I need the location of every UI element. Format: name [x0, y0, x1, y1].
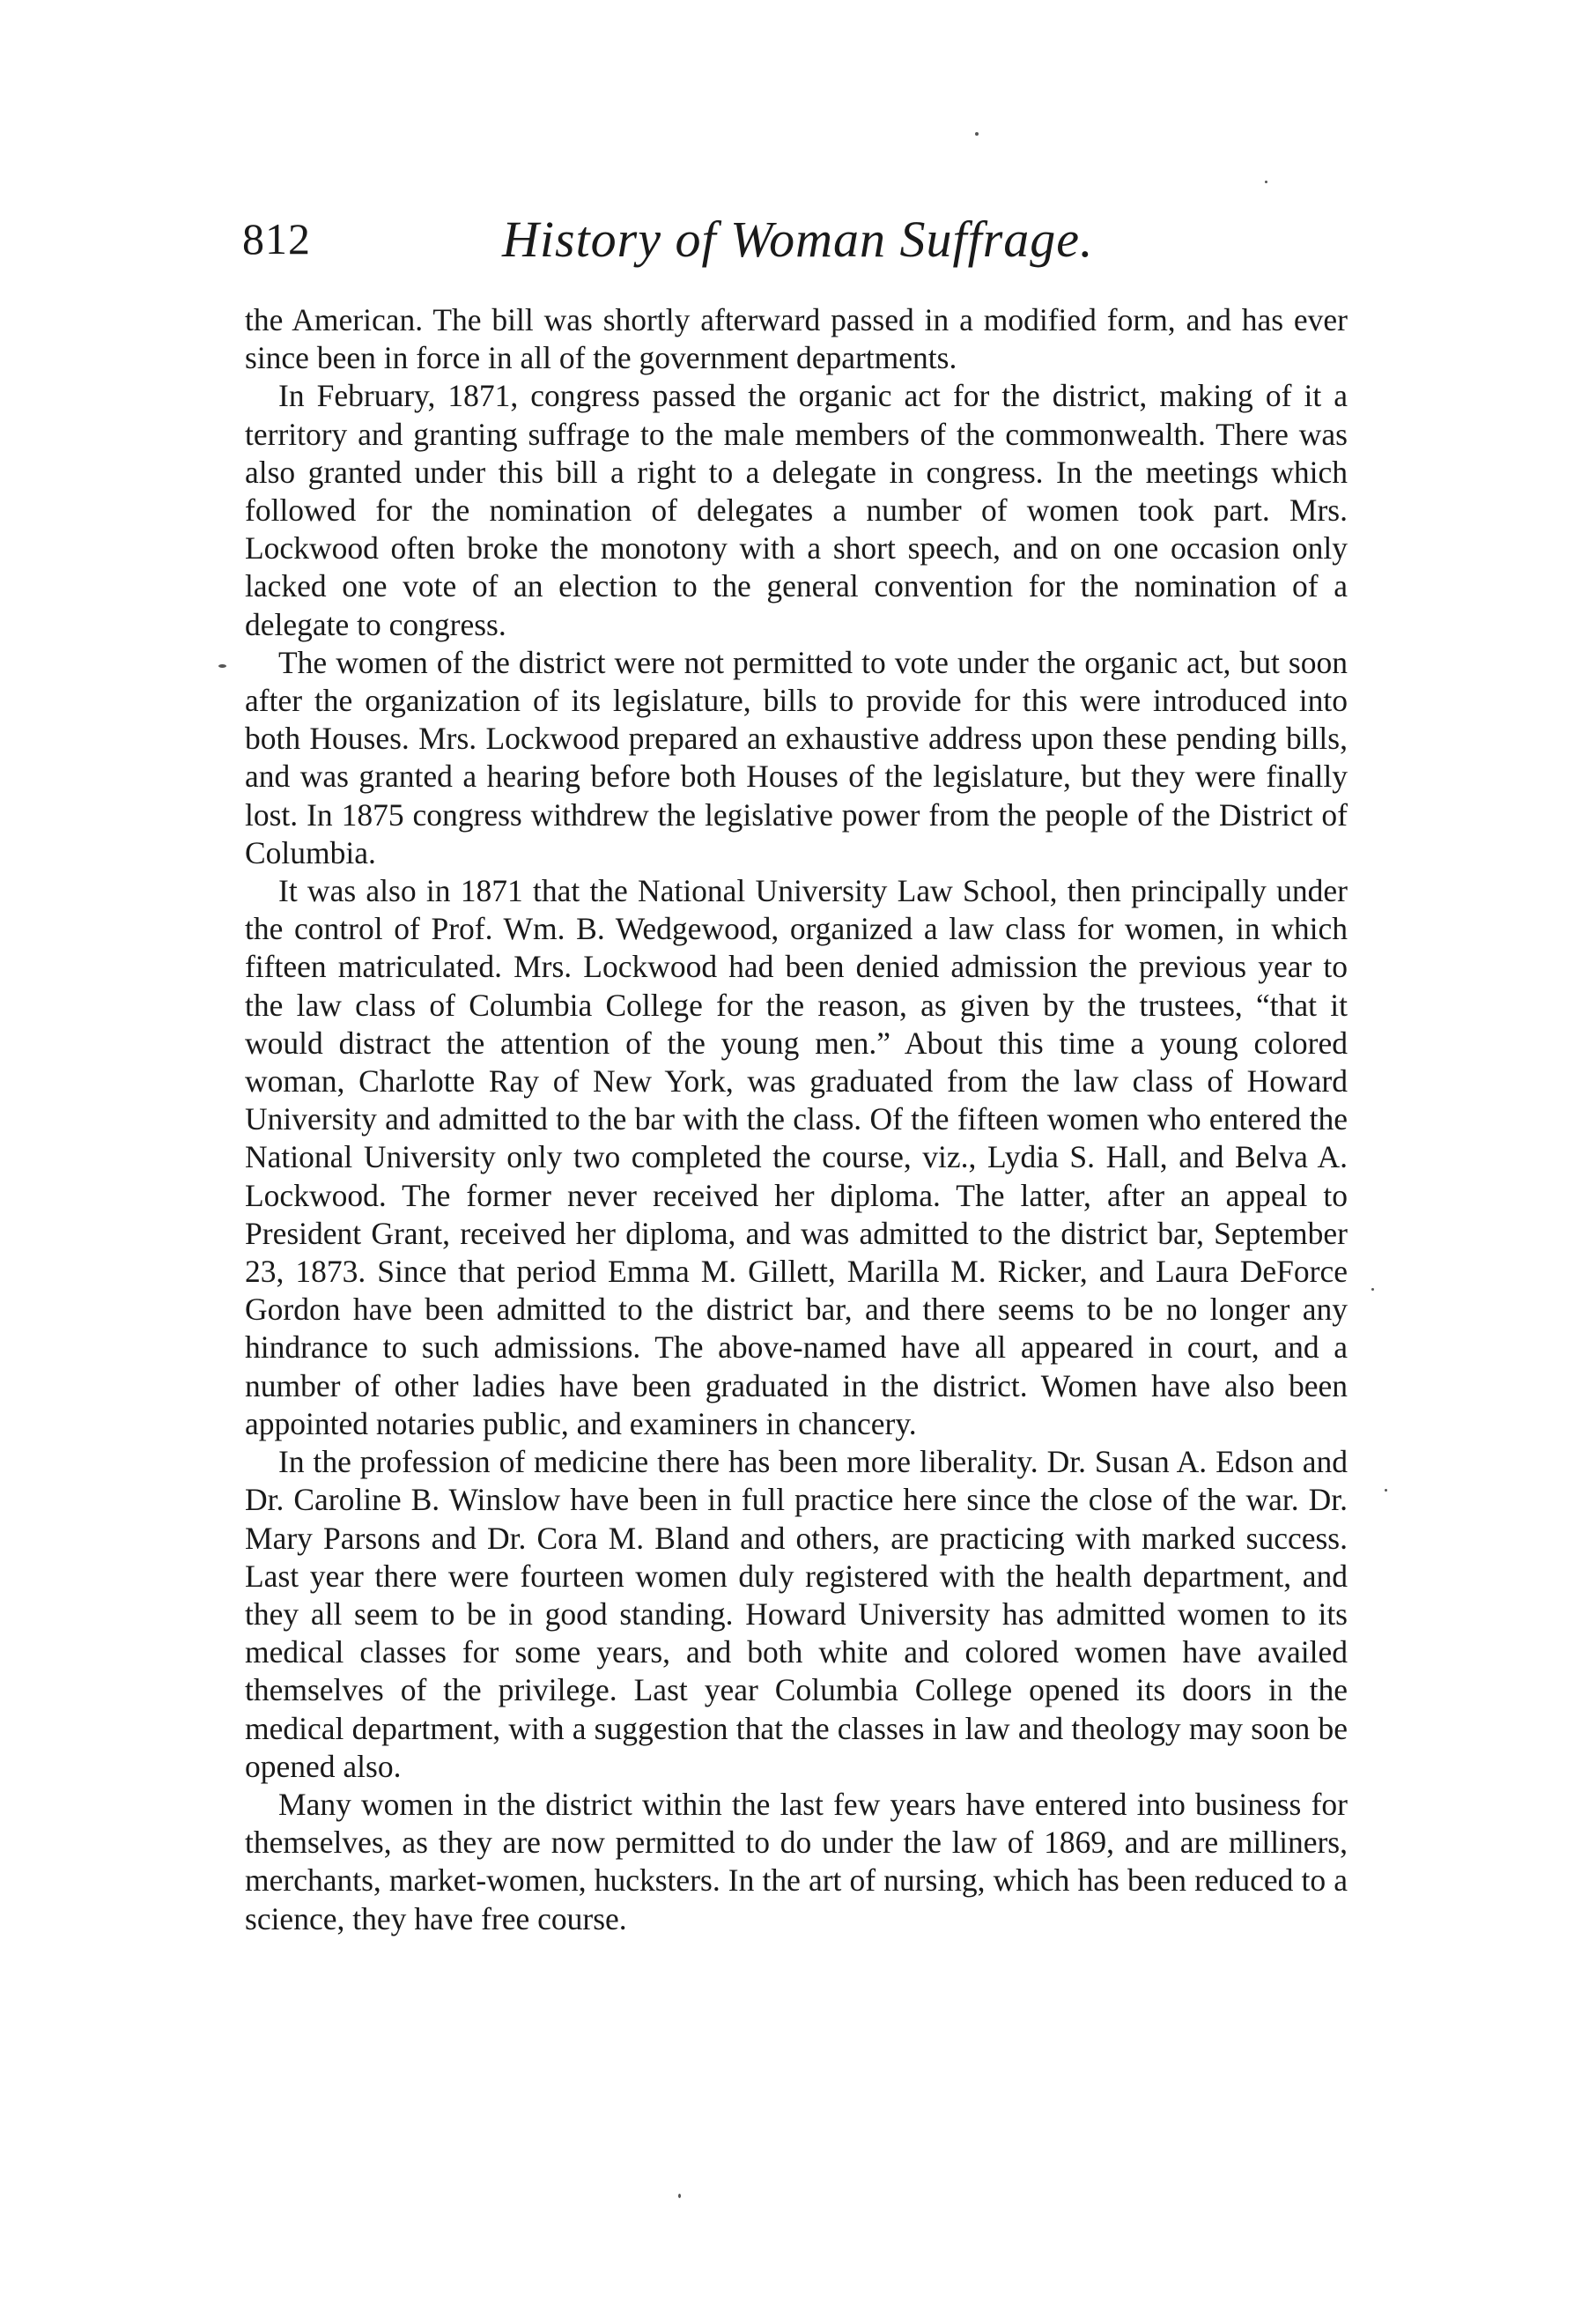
- paragraph-medicine: In the profession of medicine there has been more liberality. Dr. Susan A. Edson and Dr. Caroline B. Winslow have been in full practice here since the close of the war. Dr. Mary Parsons and Dr. Cora M. Bland and others, are practicing with marked success. Last year there were fourteen women duly registered with the health department, and they all seem to be in good standing. Howard University has admitted women to its medical classes for some years, and both white and colored women have availed themselves of the privilege. Last year Columbia College opened its doors in the medical department, with a suggestion that the classes in law and theology may soon be opened also.: [245, 1444, 1348, 1784]
- scan-speck: [678, 2194, 681, 2198]
- paragraph-legislature: The women of the district were not permitted to vote under the organic act, but soon after the organization of its legislature, bills to provide for this were introduced into both Houses. Mrs. Lockwood prepared an exhaustive address upon these pending bills, and was granted a hearing before both Houses of the legislature, but they were finally lost. In 1875 congress withdrew the legislative power from the people of the District of Columbia.: [245, 644, 1348, 870]
- body-text: [245, 301, 1348, 1938]
- running-header: [242, 201, 1352, 280]
- page-number: 812: [242, 214, 311, 263]
- paragraph-continuation: the American. The bill was shortly afterward passed in a modified form, and has ever since been in force in all of the government departments.: [245, 302, 1348, 376]
- paragraph-law-school: It was also in 1871 that the National University Law School, then principally under the control of Prof. Wm. B. Wedgewood, organized a law class for women, in which fifteen matriculated. Mrs. Lockwood had been denied admission the previous year to the law class of Columbia College for the reason, as given by the trustees, “that it would distract the attention of the young men.” About this time a young colored woman, Charlotte Ray of New York, was graduated from the law class of Howard University and admitted to the bar with the class. Of the fifteen women who entered the National University only two completed the course, viz., Lydia S. Hall, and Belva A. Lockwood. The former never received her diploma. The latter, after an appeal to President Grant, received her diploma, and was admitted to the district bar, September 23, 1873. Since that period Emma M. Gillett, Marilla M. Ricker, and Laura DeForce Gordon have been admitted to the district bar, and there seems to be no longer any hindrance to such admissions. The above-named have all appeared in court, and a number of other ladies have been graduated in the district. Women have also been appointed notaries public, and examiners in chancery.: [245, 873, 1348, 1441]
- scan-speck: [1371, 1288, 1374, 1291]
- paragraph-business: Many women in the district within the last few years have entered into business for themselves, as they are now permitted to do under the law of 1869, and are milliners, merchants, market-women, hucksters. In the art of nursing, which has been reduced to a science, they have free course.: [245, 1786, 1348, 1936]
- paragraph-organic-act: In February, 1871, congress passed the organic act for the district, making of it a territory and granting suffrage to the male members of the commonwealth. There was also granted under this bill a right to a delegate in congress. In the meetings which followed for the nomination of delegates a number of women took part. Mrs. Lockwood often broke the monotony with a short speech, and on one occasion only lacked one vote of an election to the general convention for the nomination of a delegate to congress.: [245, 378, 1348, 642]
- scan-speck: [218, 664, 226, 668]
- scan-speck: [975, 132, 979, 136]
- scan-speck: [1265, 181, 1267, 183]
- running-title: History of Woman Suffrage.: [502, 211, 1094, 268]
- scan-speck: [1385, 1489, 1387, 1492]
